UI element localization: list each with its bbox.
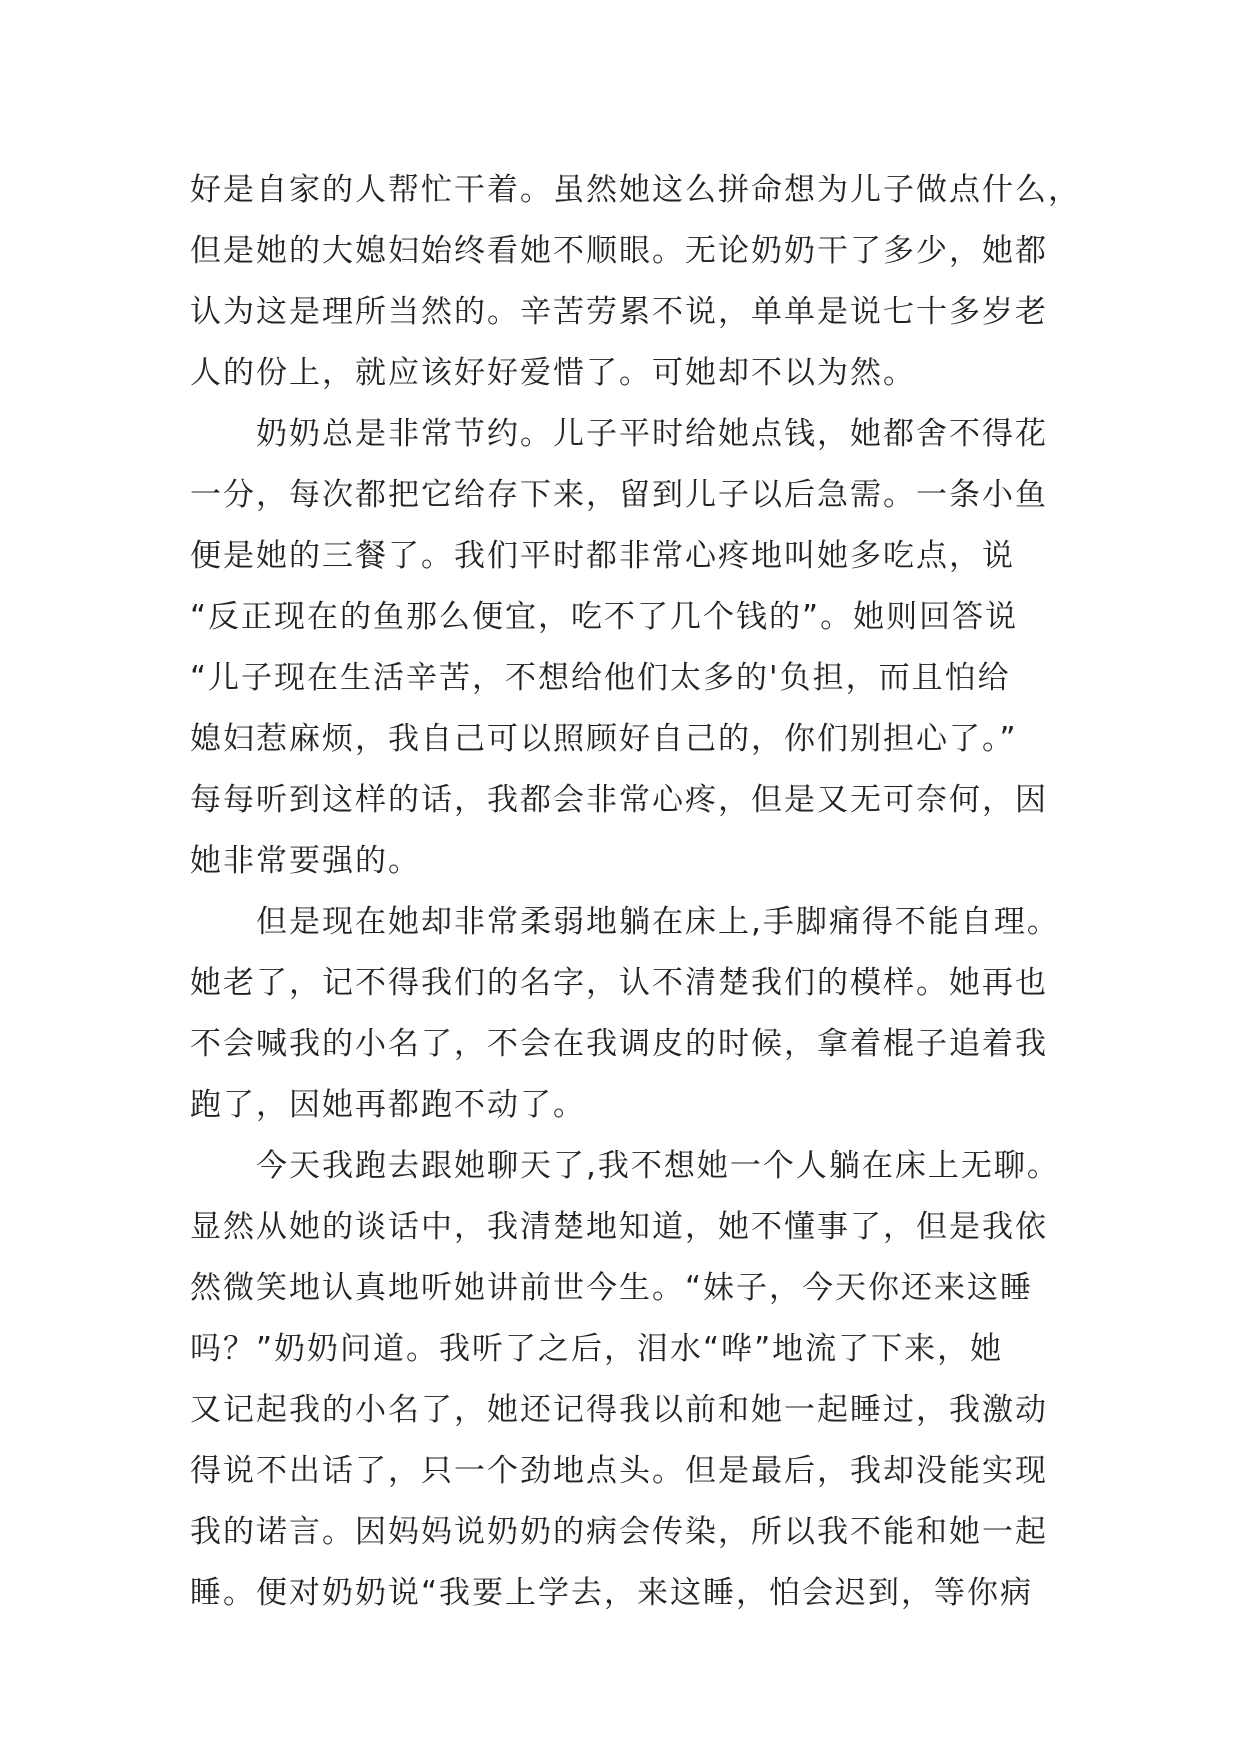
text-line: 一分，每次都把它给存下来，留到儿子以后急需。一条小鱼	[190, 477, 1048, 513]
text-line: 她非常要强的。	[190, 843, 421, 879]
text-line: 今天我跑去跟她聊天了,我不想她一个人躺在床上无聊。	[256, 1148, 1060, 1184]
text-line: 她老了，记不得我们的名字，认不清楚我们的模样。她再也	[190, 965, 1048, 1001]
text-line: 好是自家的人帮忙干着。虽然她这么拼命想为儿子做点什么，	[190, 172, 1081, 208]
text-line: 奶奶总是非常节约。儿子平时给她点钱，她都舍不得花	[256, 416, 1048, 452]
text-line: 媳妇惹麻烦，我自己可以照顾好自己的，你们别担心了。”	[190, 721, 1018, 757]
text-line: 我的诺言。因妈妈说奶奶的病会传染，所以我不能和她一起	[190, 1514, 1048, 1550]
text-line: “反正现在的鱼那么便宜，吃不了几个钱的”。她则回答说	[190, 599, 1019, 635]
text-line: 便是她的三餐了。我们平时都非常心疼地叫她多吃点，说	[190, 538, 1015, 574]
text-line: 显然从她的谈话中，我清楚地知道，她不懂事了，但是我依	[190, 1209, 1048, 1245]
text-line: 人的份上，就应该好好爱惜了。可她却不以为然。	[190, 355, 916, 391]
text-line: 吗？”奶奶问道。我听了之后，泪水“哗”地流了下来，她	[190, 1331, 1004, 1367]
text-line: 然微笑地认真地听她讲前世今生。“妹子，今天你还来这睡	[190, 1270, 1034, 1306]
text-line: 又记起我的小名了，她还记得我以前和她一起睡过，我激动	[190, 1392, 1048, 1428]
body-text	[190, 160, 1081, 1624]
text-line: 但是现在她却非常柔弱地躺在床上,手脚痛得不能自理。	[256, 904, 1060, 940]
text-line: 跑了，因她再都跑不动了。	[190, 1087, 586, 1123]
text-line: “儿子现在生活辛苦，不想给他们太多的'负担，而且怕给	[190, 660, 1011, 696]
paragraph-3	[190, 892, 1070, 1136]
text-line: 认为这是理所当然的。辛苦劳累不说，单单是说七十多岁老	[190, 294, 1048, 330]
text-line: 但是她的大媳妇始终看她不顺眼。无论奶奶干了多少，她都	[190, 233, 1048, 269]
paragraph-1	[190, 160, 1081, 404]
text-line: 每每听到这样的话，我都会非常心疼，但是又无可奈何，因	[190, 782, 1048, 818]
paragraph-2	[190, 404, 1070, 892]
text-line: 睡。便对奶奶说“我要上学去，来这睡，怕会迟到，等你病	[190, 1575, 1034, 1611]
paragraph-4	[190, 1136, 1070, 1624]
text-line: 不会喊我的小名了，不会在我调皮的时候，拿着棍子追着我	[190, 1026, 1048, 1062]
text-line: 得说不出话了，只一个劲地点头。但是最后，我却没能实现	[190, 1453, 1048, 1489]
